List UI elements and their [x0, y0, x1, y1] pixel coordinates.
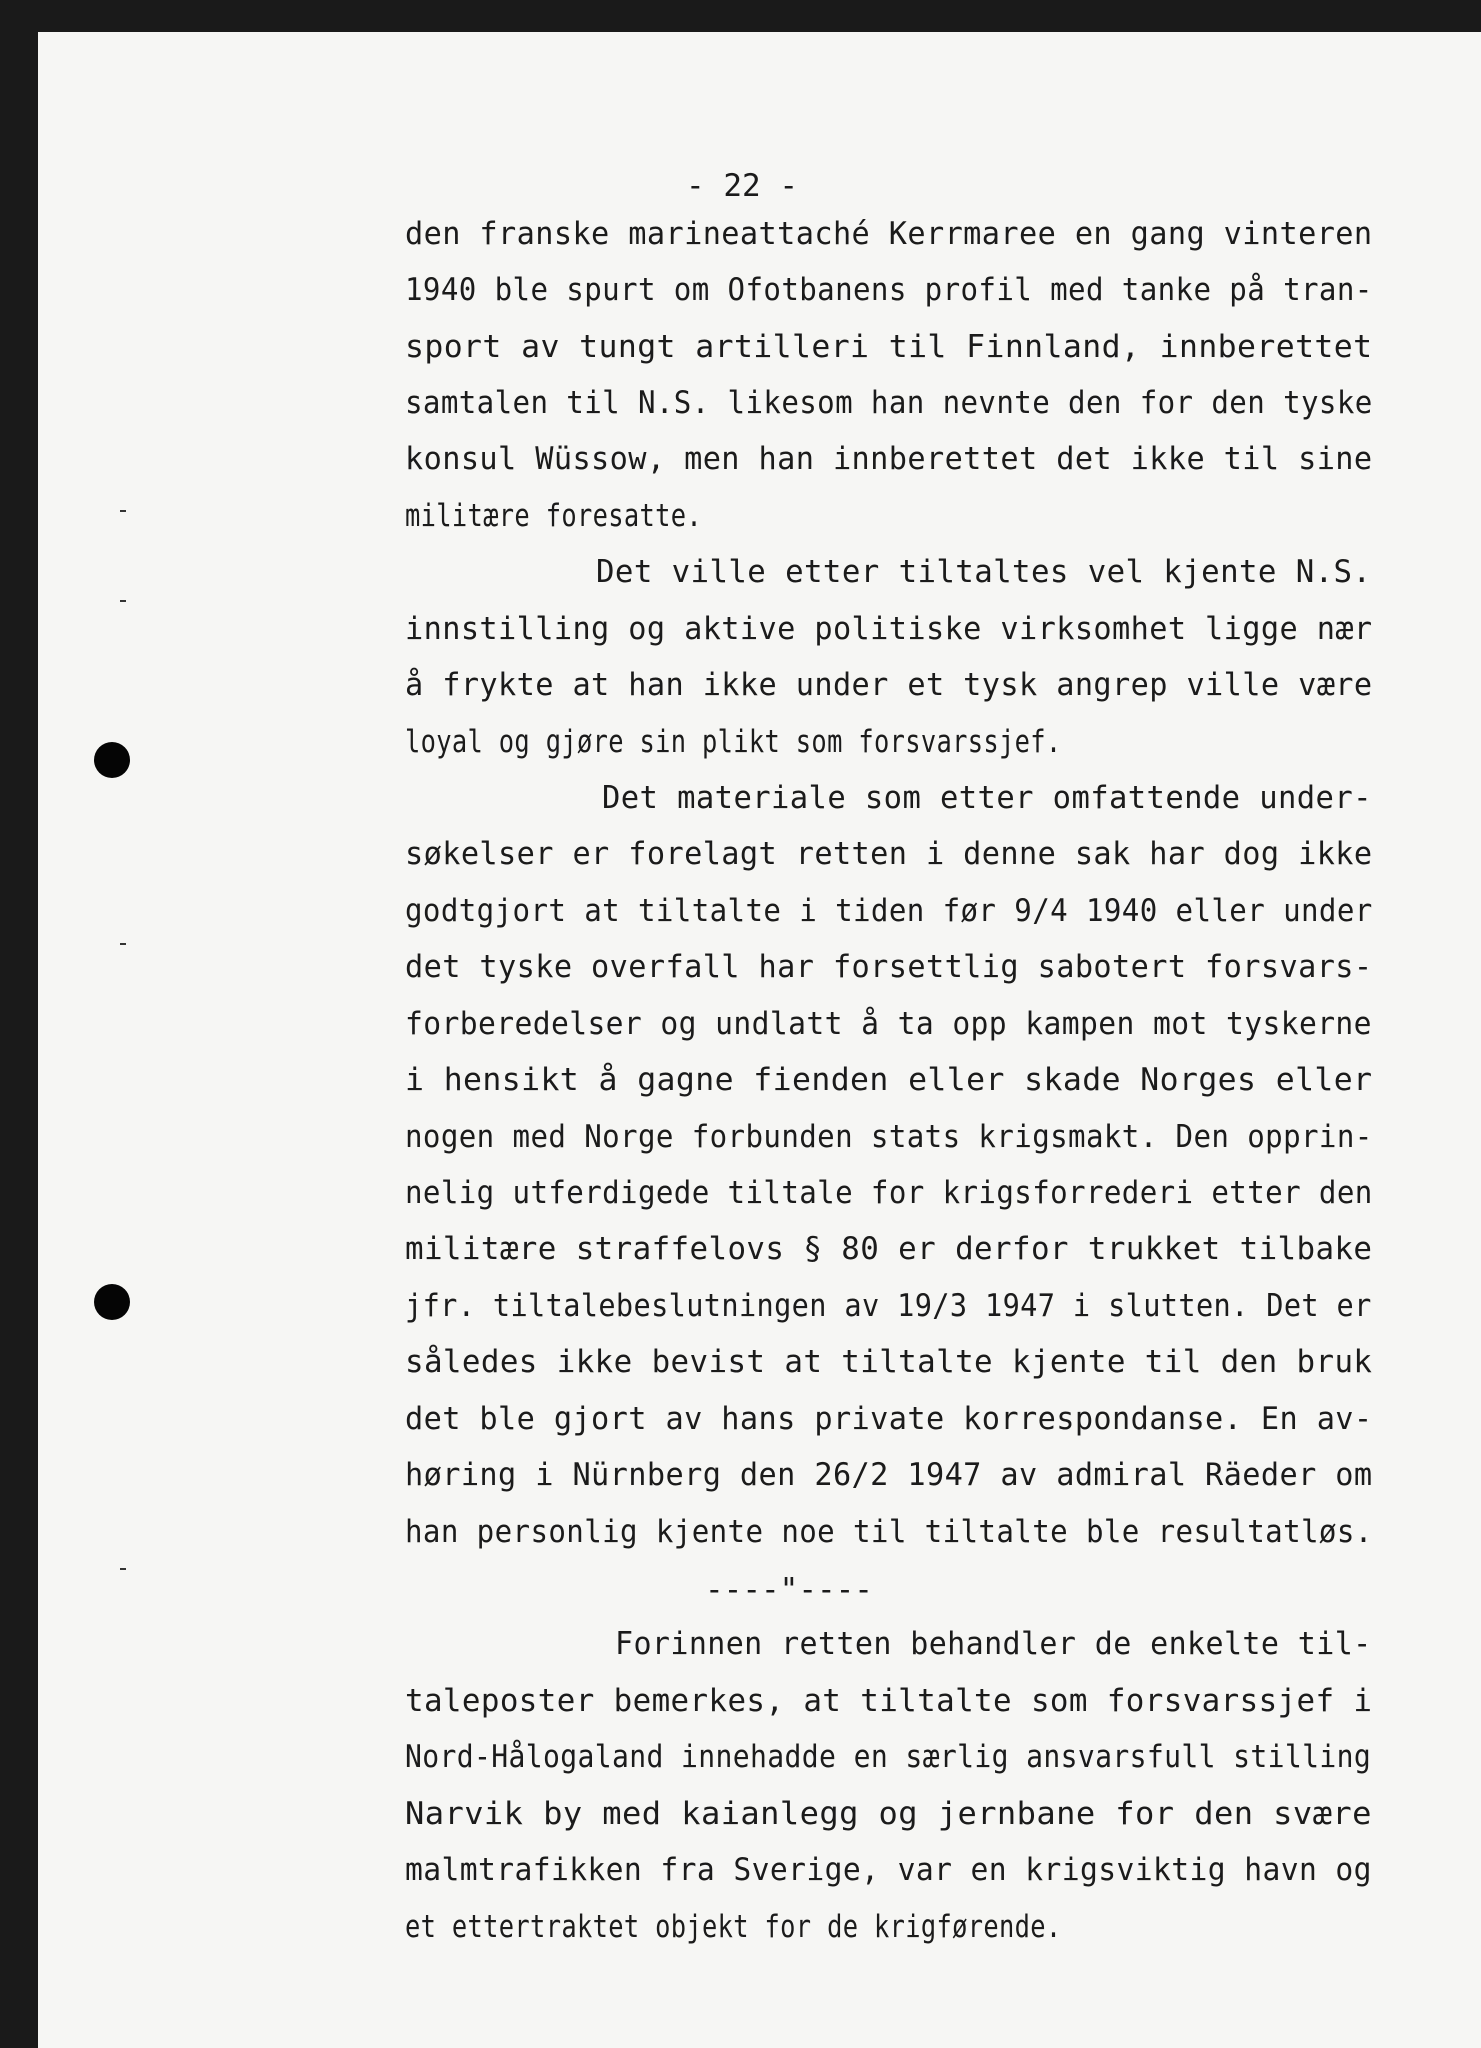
text-line: jfr. tiltalebeslutningen av 19/3 1947 i slutten. Det er — [405, 1288, 1372, 1324]
punch-hole-top — [94, 742, 130, 778]
text-line: søkelser er forelagt retten i denne sak har dog ikke — [405, 836, 1373, 872]
margin-mark — [120, 510, 126, 512]
text-line: malmtrafikken fra Sverige, var en krigsviktig havn og — [405, 1852, 1372, 1888]
text-line: Det materiale som etter omfattende under- — [602, 780, 1372, 816]
text-line: 1940 ble spurt om Ofotbanens profil med tanke på tran- — [405, 272, 1373, 308]
text-line: taleposter bemerkes, at tiltalte som forsvarssjef i — [405, 1683, 1373, 1719]
punch-hole-bottom — [94, 1284, 130, 1320]
text-line: Det ville etter tiltaltes vel kjente N.S. — [596, 554, 1372, 590]
text-line: konsul Wüssow, men han innberettet det ikke til sine — [405, 441, 1373, 477]
text-line: nelig utferdigede tiltale for krigsforrederi etter den — [405, 1175, 1373, 1211]
text-line: Forinnen retten behandler de enkelte til- — [615, 1626, 1372, 1662]
document-page — [38, 32, 1481, 2048]
text-line: loyal og gjøre sin plikt som forsvarssjef. — [405, 724, 1062, 760]
separator: ----"---- — [705, 1572, 873, 1608]
text-line: Narvik by med kaianlegg og jernbane for den svære — [405, 1796, 1372, 1832]
margin-mark — [120, 600, 126, 602]
text-line: i hensikt å gagne fienden eller skade Norges eller — [405, 1062, 1373, 1098]
page-number: - 22 - — [686, 168, 798, 204]
text-line: nogen med Norge forbunden stats krigsmakt. Den opprin- — [405, 1119, 1373, 1155]
text-line: militære straffelovs § 80 er derfor trukket tilbake — [405, 1231, 1373, 1267]
text-line: et ettertraktet objekt for de krigførende. — [405, 1909, 1062, 1945]
text-line: godtgjort at tiltalte i tiden før 9/4 1940 eller under — [405, 893, 1373, 929]
text-line: det tyske overfall har forsettlig sabotert forsvars- — [405, 949, 1373, 985]
margin-mark — [120, 1568, 126, 1570]
text-line: det ble gjort av hans private korrespondanse. En av- — [405, 1401, 1373, 1437]
margin-mark — [120, 943, 126, 945]
text-line: sport av tungt artilleri til Finnland, innberettet — [405, 329, 1373, 365]
text-line: å frykte at han ikke under et tysk angrep ville være — [405, 667, 1373, 703]
text-line: således ikke bevist at tiltalte kjente til den bruk — [405, 1344, 1373, 1380]
text-line: forberedelser og undlatt å ta opp kampen mot tyskerne — [405, 1006, 1372, 1042]
text-line: innstilling og aktive politiske virksomhet ligge nær — [405, 611, 1373, 647]
text-line: den franske marineattaché Kerrmaree en gang vinteren — [405, 216, 1373, 252]
text-line: han personlig kjente noe til tiltalte ble resultatløs. — [405, 1514, 1373, 1550]
text-line: militære foresatte. — [405, 498, 703, 534]
text-line: høring i Nürnberg den 26/2 1947 av admiral Räeder om — [405, 1457, 1373, 1493]
text-line: samtalen til N.S. likesom han nevnte den for den tyske — [405, 385, 1373, 421]
text-line: Nord-Hålogaland innehadde en særlig ansvarsfull stilling — [405, 1739, 1372, 1775]
